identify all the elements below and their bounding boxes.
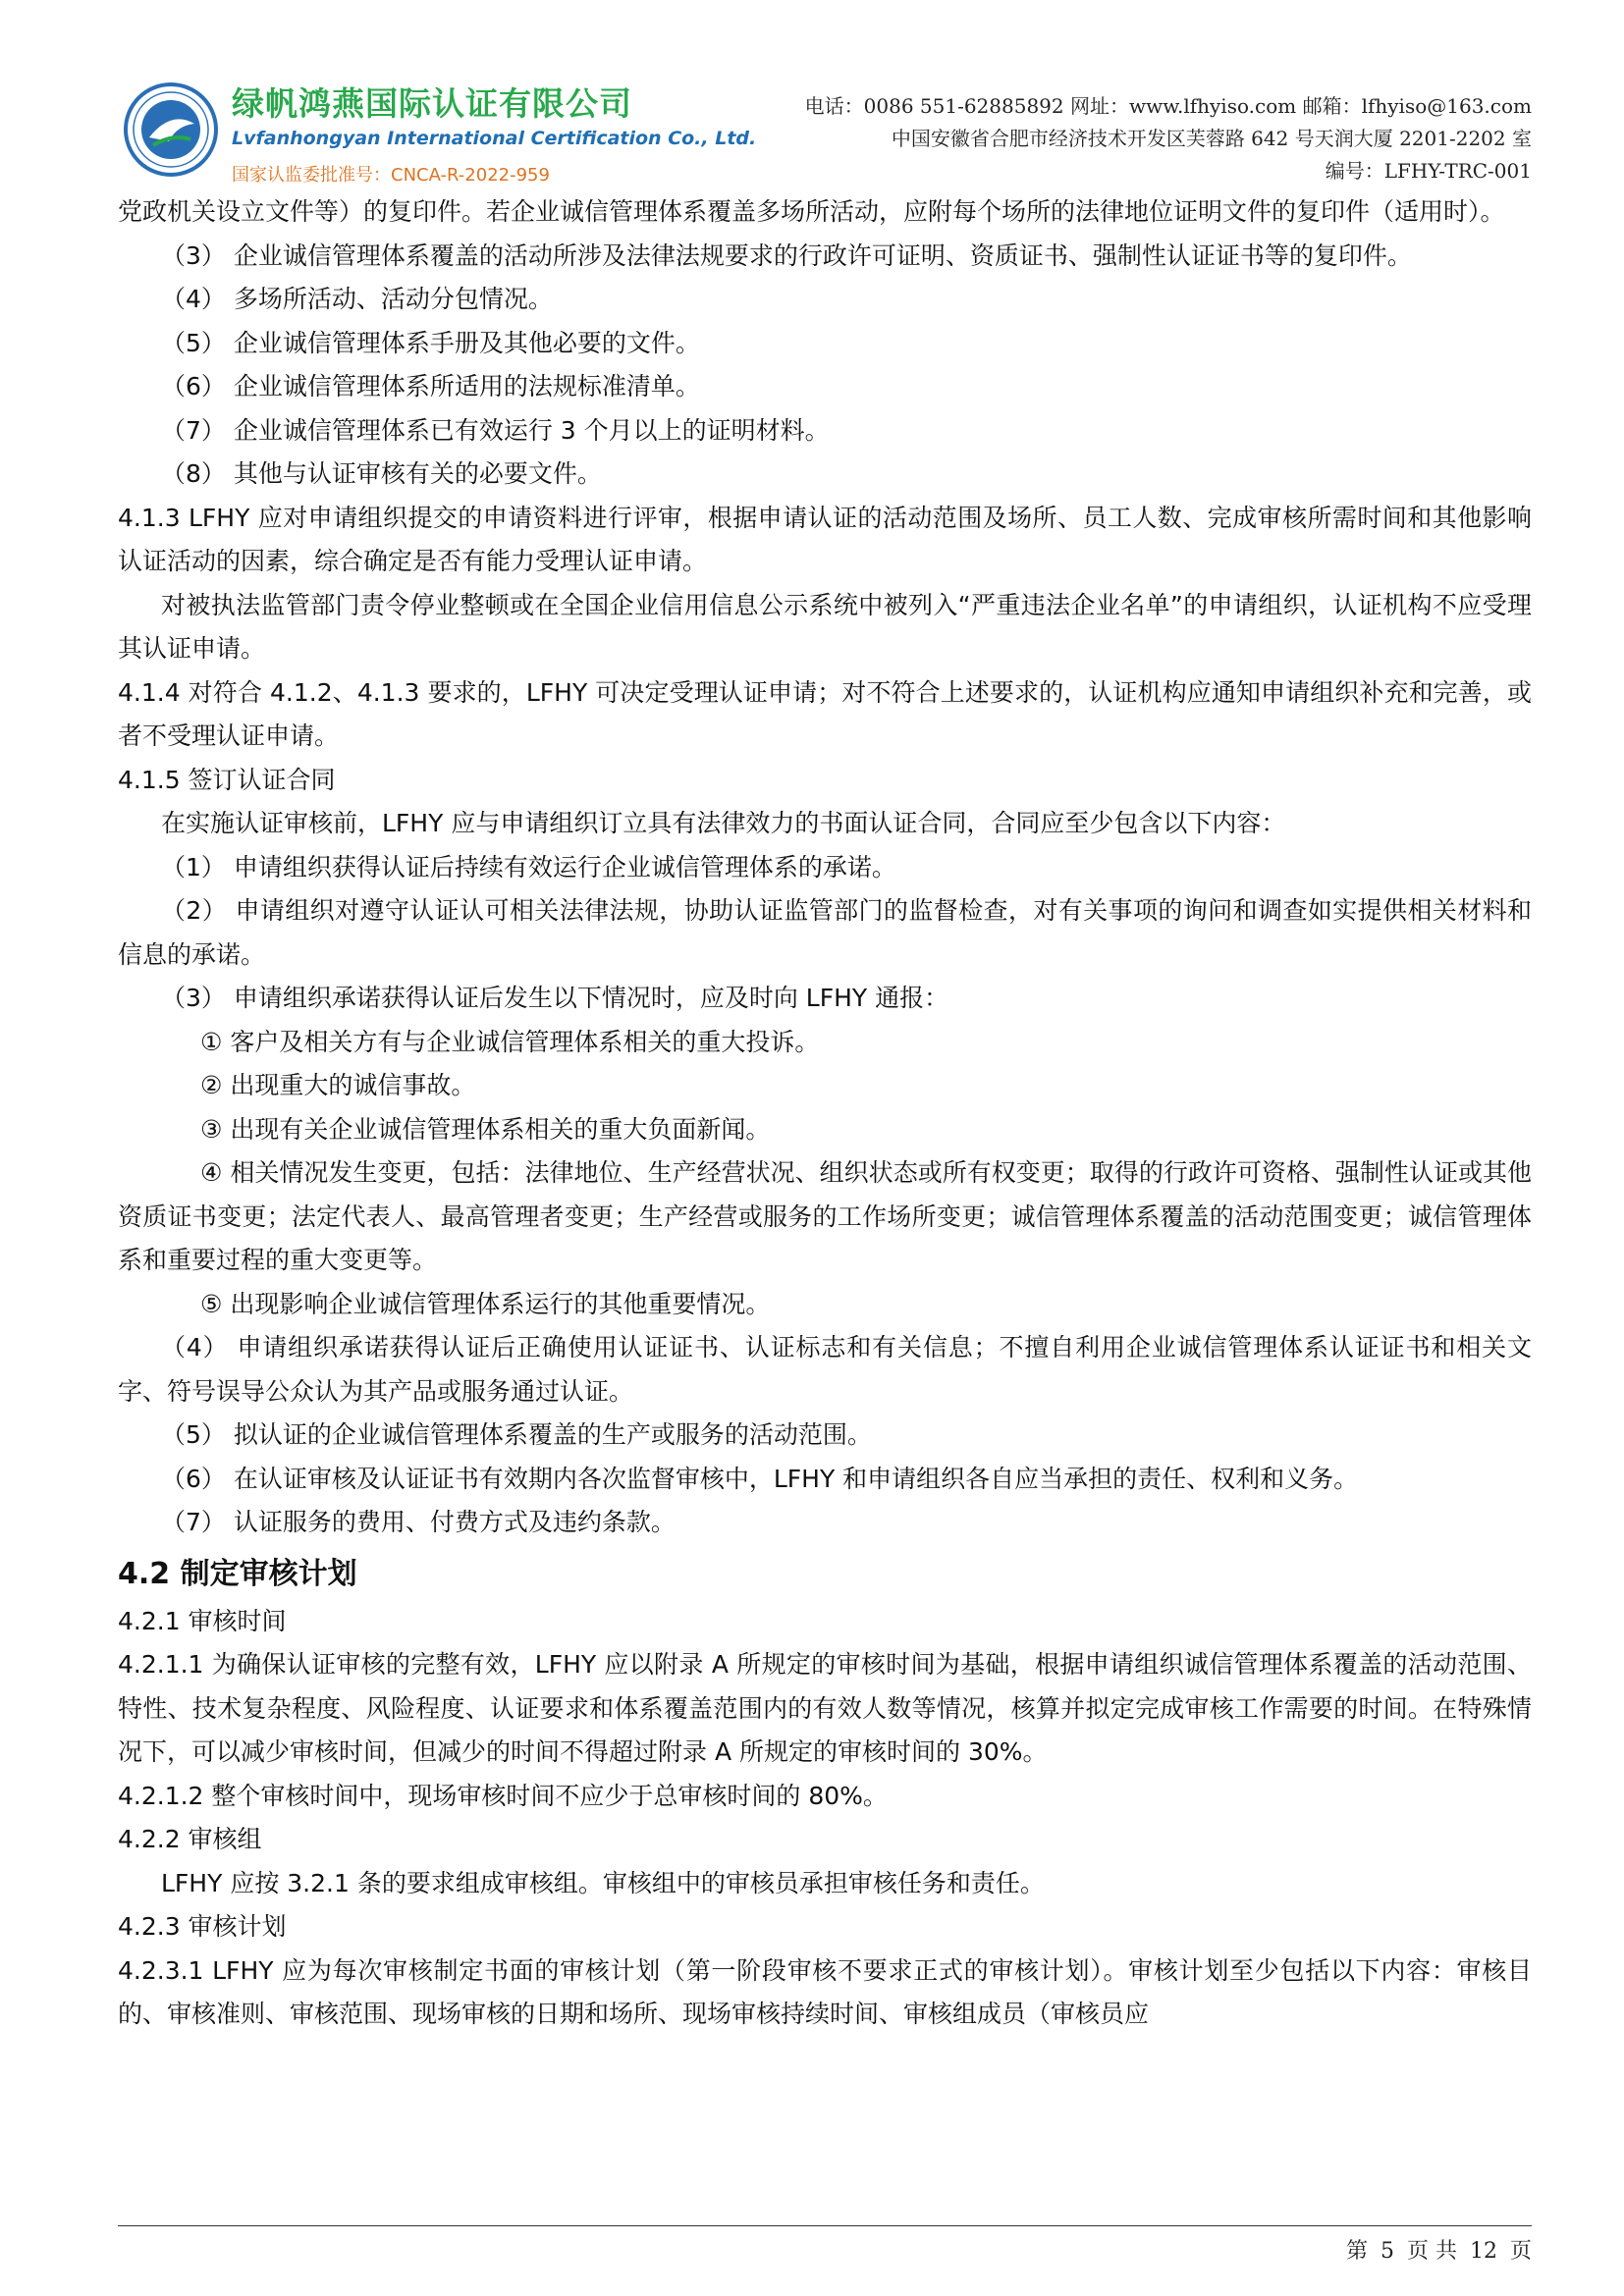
- page-prefix: 第: [1345, 2239, 1368, 2264]
- sub-list-item: ⑤ 出现影响企业诚信管理体系运行的其他重要情况。: [200, 1289, 771, 1318]
- sub-list-item: ② 出现重大的诚信事故。: [200, 1071, 476, 1099]
- paragraph: 在实施认证审核前，LFHY 应与申请组织订立具有法律效力的书面认证合同，合同应至少包含以下内容：: [161, 809, 1286, 837]
- contact-phone-web-email: 电话：0086 551-62885892 网址：www.lfhyiso.com 邮箱：lfhyiso@163.com: [804, 94, 1532, 118]
- list-item: （5） 拟认证的企业诚信管理体系覆盖的生产或服务的活动范围。: [161, 1420, 872, 1449]
- company-logo-icon: [122, 80, 220, 179]
- document-number: 编号：LFHY-TRC-001: [1325, 159, 1532, 183]
- page-suffix: 页: [1509, 2239, 1532, 2264]
- clause-4-2-3-1: 4.2.3.1 LFHY 应为每次审核制定书面的审核计划（第一阶段审核不要求正式的审核计划）。审核计划至少包括以下内容：审核目的、审核准则、审核范围、现场审核的日期和场所、现场审核持续时间、审核组成员（审核员应: [118, 1955, 1532, 2028]
- list-item: （3） 申请组织承诺获得认证后发生以下情况时，应及时向 LFHY 通报：: [161, 984, 949, 1012]
- list-item: （6） 在认证审核及认证证书有效期内各次监督审核中，LFHY 和申请组织各自应当承担的责任、权利和义务。: [161, 1464, 1359, 1493]
- list-item: （1） 申请组织获得认证后持续有效运行企业诚信管理体系的承诺。: [161, 852, 896, 881]
- company-name-cn: 绿帆鸿燕国际认证有限公司: [232, 84, 632, 123]
- clause-4-1-3: 4.1.3 LFHY 应对申请组织提交的申请资料进行评审，根据申请认证的活动范围及场所、员工人数、完成审核所需时间和其他影响认证活动的因素，综合确定是否有能力受理认证申请。: [118, 503, 1532, 575]
- document-body: [118, 190, 1532, 2037]
- clause-4-2-1-2: 4.2.1.2 整个审核时间中，现场审核时间不应少于总审核时间的 80%。: [118, 1781, 888, 1810]
- page-header: [118, 69, 1532, 192]
- list-item: （4） 多场所活动、活动分包情况。: [161, 285, 553, 313]
- paragraph: LFHY 应按 3.2.1 条的要求组成审核组。审核组中的审核员承担审核任务和责任。: [161, 1868, 1045, 1897]
- contact-address: 中国安徽省合肥市经济技术开发区芙蓉路 642 号天润大厦 2201-2202 室: [891, 127, 1532, 150]
- approval-number: 国家认监委批准号：CNCA-R-2022-959: [232, 165, 550, 186]
- list-item: （7） 企业诚信管理体系已有效运行 3 个月以上的证明材料。: [161, 415, 830, 445]
- contact-block: [805, 90, 1532, 187]
- section-heading-4-2: 4.2 制定审核计划: [118, 1556, 357, 1591]
- sub-list-item: ① 客户及相关方有与企业诚信管理体系相关的重大投诉。: [200, 1027, 820, 1056]
- paragraph: 党政机关设立文件等）的复印件。若企业诚信管理体系覆盖多场所活动，应附每个场所的法律地位证明文件的复印件（适用时）。: [118, 197, 1505, 226]
- clause-4-1-4: 4.1.4 对符合 4.1.2、4.1.3 要求的，LFHY 可决定受理认证申请；对不符合上述要求的，认证机构应通知申请组织补充和完善，或者不受理认证申请。: [118, 677, 1532, 750]
- page-current: 5: [1380, 2239, 1394, 2264]
- footer-divider: [118, 2225, 1532, 2226]
- page-total: 12: [1469, 2239, 1497, 2264]
- list-item: （4） 申请组织承诺获得认证后正确使用认证证书、认证标志和有关信息；不擅自利用企业诚信管理体系认证证书和相关文字、符号误导公众认为其产品或服务通过认证。: [118, 1333, 1532, 1406]
- list-item: （3） 企业诚信管理体系覆盖的活动所涉及法律法规要求的行政许可证明、资质证书、强制性认证证书等的复印件。: [161, 240, 1412, 270]
- clause-heading-4-2-2: 4.2.2 审核组: [118, 1825, 262, 1853]
- paragraph: 对被执法监管部门责令停业整顿或在全国企业信用信息公示系统中被列入“严重违法企业名单”的申请组织，认证机构不应受理其认证申请。: [118, 590, 1532, 663]
- list-item: （8） 其他与认证审核有关的必要文件。: [161, 459, 602, 488]
- list-item: （2） 申请组织对遵守认证认可相关法律法规，协助认证监管部门的监督检查，对有关事项的询问和调查如实提供相关材料和信息的承诺。: [118, 896, 1532, 969]
- clause-heading-4-2-1: 4.2.1 审核时间: [118, 1606, 287, 1635]
- clause-heading-4-1-5: 4.1.5 签订认证合同: [118, 765, 336, 794]
- list-item: （7） 认证服务的费用、付费方式及违约条款。: [161, 1508, 676, 1536]
- sub-list-item: ④ 相关情况发生变更，包括：法律地位、生产经营状况、组织状态或所有权变更；取得的行政许可资格、强制性认证或其他资质证书变更；法定代表人、最高管理者变更；生产经营或服务的工作场所变更；诚信管理体系覆盖的活动范围变更；诚信管理体系和重要过程的重大变更等。: [118, 1158, 1532, 1274]
- list-item: （6） 企业诚信管理体系所适用的法规标准清单。: [161, 372, 700, 400]
- clause-4-2-1-1: 4.2.1.1 为确保认证审核的完整有效，LFHY 应以附录 A 所规定的审核时间为基础，根据申请组织诚信管理体系覆盖的活动范围、特性、技术复杂程度、风险程度、认证要求和体系覆盖范围内的有效人数等情况，核算并拟定完成审核工作需要的时间。在特殊情况下，可以减少审核时间，但减少的时间不得超过附录 A 所规定的审核时间的 30%。: [118, 1650, 1532, 1766]
- company-name-en: Lvfanhongyan International Certification Co., Ltd.: [232, 128, 757, 149]
- sub-list-item: ③ 出现有关企业诚信管理体系相关的重大负面新闻。: [200, 1114, 771, 1144]
- list-item: （5） 企业诚信管理体系手册及其他必要的文件。: [161, 328, 700, 357]
- page-mid: 页 共: [1406, 2239, 1457, 2264]
- page-number: [1346, 2234, 1532, 2265]
- clause-heading-4-2-3: 4.2.3 审核计划: [118, 1912, 287, 1941]
